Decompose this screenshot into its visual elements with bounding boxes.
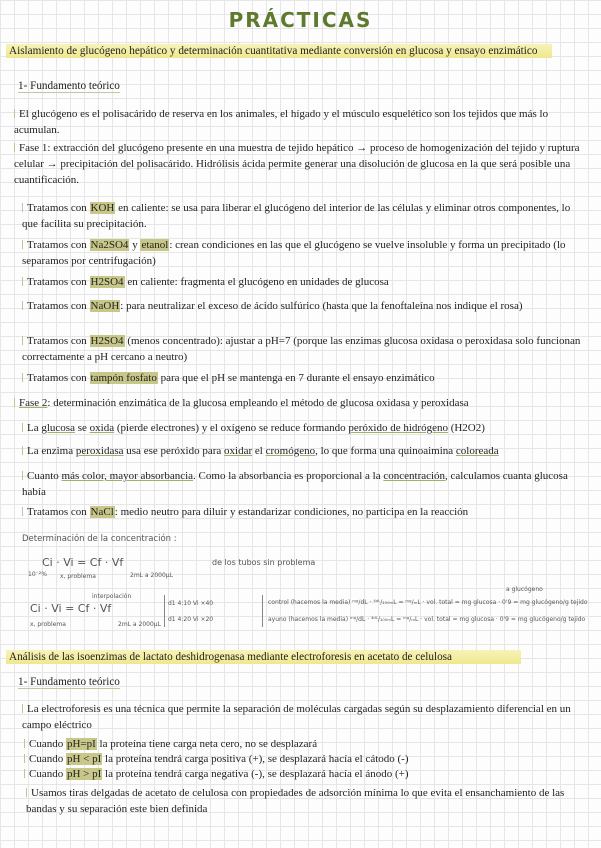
list-item: Cuando pH=pI la proteína tiene carga neta cero, no se desplazará: [24, 736, 584, 752]
section-heading-glucogeno: Aislamiento de glucógeno hepático y determinación cuantitativa mediante conversión en glucosa y ensayo enzimático: [6, 44, 552, 58]
handnote-ayuno: ayuno (hacemos la media) ᵐᵍ/dL · ⁴ᵈᴸ/₁₀₀ₘL = ᵐᵍ/ₘL · vol. total = mg glucosa · 0'9 = mg glucógeno/g tejido: [268, 616, 586, 623]
list-item: Tratamos con KOH en caliente: se usa para liberar el glucógeno del interior de las células y eliminar otros componentes, lo que facilita su precipitación.: [22, 202, 571, 230]
subheading-fundamento-1: 1- Fundamento teórico: [18, 80, 120, 92]
paragraph-tiras: Usamos tiras delgadas de acetato de celulosa con propiedades de adsorción mínima lo que evita el ensanchamiento de las bandas y su separación este bien definida: [26, 787, 565, 815]
list-item: Tratamos con Na2SO4 y etanol: crean condiciones en las que el glucógeno se vuelve insoluble y forma un precipitado (lo separamos por centrifugación): [22, 239, 566, 267]
list-item: La enzima peroxidasa usa ese peróxido para oxidar el cromógeno, lo que forma una quinoaimina coloreada: [22, 443, 592, 459]
handnote-equation-1: Ci · Vi = Cf · Vf: [42, 556, 124, 569]
paragraph-electroforesis: La electroforesis es una técnica que permite la separación de moléculas cargadas según su desplazamiento diferencial en un campo eléctrico: [22, 703, 571, 731]
handnote-title: Determinación de la concentración :: [22, 534, 177, 544]
paragraph-fase1: Fase 1: extracción del glucógeno presente en una muestra de tejido hepático → proceso de homogenización del tejido y ruptura celular → precipitación del polisacárido. Hidrólisis ácida permite generar una disolución de glucosa en la que será posible una cuantificación.: [14, 142, 580, 186]
handnote-unit: 2mL a 2000μL: [118, 621, 161, 628]
list-item: La glucosa se oxida (pierde electrones) y el oxígeno se reduce formando peróxido de hidrógeno (H2O2): [22, 420, 592, 436]
list-item: Tratamos con H2SO4 (menos concentrado): ajustar a pH=7 (porque las enzimas glucosa oxidasa o peroxidasa solo funcionan correctamente a pH cercano a neutro): [22, 335, 581, 363]
handnote-control: control (hacemos la media) ᵐᵍ/dL · ⁴ᵈᴸ/₁₀₀ₘL = ᵐᵍ/ₘL · vol. total = mg glucosa · 0'9 = mg glucógeno/g tejido: [268, 599, 588, 606]
handnote-annotation: a glucógeno: [506, 586, 543, 593]
handnote-dilution: d1 4:20 Vi ×20: [168, 616, 214, 623]
section-heading-lactato: Análisis de las isoenzimas de lactato deshidrogenasa mediante electroforesis en acetato de celulosa: [6, 650, 521, 664]
list-item: Tratamos con NaOH: para neutralizar el exceso de ácido sulfúrico (hasta que la fenoftaleína nos indique el rosa): [22, 298, 582, 314]
list-item: Tratamos con NaCl: medio neutro para diluir y estandarizar condiciones, no participa en la reacción: [22, 504, 592, 520]
handnote-unit: 10⁻²%: [28, 571, 47, 578]
divider: [262, 595, 263, 627]
handnote-unit: x, problema: [30, 621, 66, 628]
handnote-unit: 2mL a 2000μL: [130, 572, 173, 579]
list-item: Cuando pH < pI la proteína tendrá carga positiva (+), se desplazará hacía el cátodo (-): [24, 751, 584, 767]
paragraph-fase2: Fase 2: determinación enzimática de la glucosa empleando el método de glucosa oxidasa y peroxidasa: [14, 395, 594, 411]
handnote-side-note: de los tubos sin problema: [212, 558, 316, 567]
paragraph-intro: El glucógeno es el polisacárido de reserva en los animales, el hígado y el músculo esquelético son los tejidos que más lo acumulan.: [14, 108, 549, 136]
handnote-dilution: d1 4:10 Vi ×40: [168, 600, 214, 607]
subheading-fundamento-2: 1- Fundamento teórico: [18, 676, 120, 688]
page-title: PRÁCTICAS: [228, 8, 373, 32]
divider: [164, 595, 165, 627]
handnote-unit: x, problema: [60, 573, 96, 580]
list-item: Cuando pH > pI la proteína tendrá carga negativa (-), se desplazará hacía el ánodo (+): [24, 766, 584, 782]
list-item: Cuanto más color, mayor absorbancia. Como la absorbancia es proporcional a la concentración, calculamos cuanta glucosa había: [22, 470, 568, 498]
list-item: Tratamos con H2SO4 en caliente: fragmenta el glucógeno en unidades de glucosa: [22, 274, 582, 290]
handnote-equation-2: Ci · Vi = Cf · Vf: [30, 602, 112, 615]
list-item: Tratamos con tampón fosfato para que el pH se mantenga en 7 durante el ensayo enzimático: [22, 370, 582, 386]
handnote-interpolation: interpolación: [92, 593, 132, 600]
